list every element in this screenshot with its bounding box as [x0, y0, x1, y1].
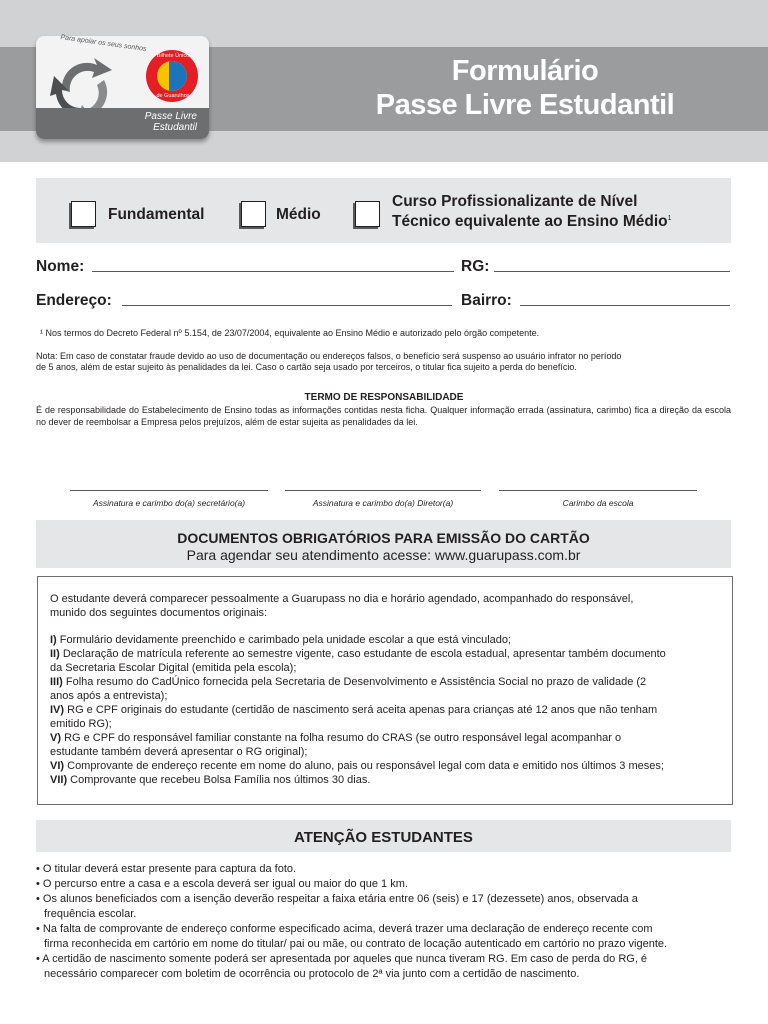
documento-item-line: VII) Comprovante que recebeu Bolsa Família nos últimos 30 dias.	[50, 774, 371, 786]
documentos-subtitle: Para agendar seu atendimento acesse: www.guarupass.com.br	[186, 547, 581, 563]
endereco-label: Endereço:	[36, 292, 112, 309]
documento-item-line: IV) RG e CPF originais do estudante (certidão de nascimento será aceita apenas para crianças até 12 anos que não tenham	[50, 704, 658, 716]
documento-item-line: VI) Comprovante de endereço recente em nome do aluno, pais ou responsável legal com data e emitido nos últimos 3 meses;	[50, 760, 664, 772]
documento-item-number: II)	[50, 648, 63, 660]
curso-tecnico-label-line1: Curso Profissionalizante de Nível	[392, 193, 638, 210]
logo-product-line1: Passe Livre	[144, 111, 197, 122]
atencao-item-line: • O titular deverá estar presente para captura da foto.	[36, 863, 297, 875]
signature-label-carimbo: Carimbo da escola	[562, 498, 634, 508]
medio-checkbox[interactable]	[241, 201, 266, 227]
badge-top-text: Bilhete Único	[156, 53, 190, 59]
rg-field[interactable]	[494, 271, 730, 272]
signature-line-diretor[interactable]	[285, 490, 481, 491]
bilhete-unico-badge	[146, 50, 198, 102]
atencao-item-line: • A certidão de nascimento somente poderá ser apresentada por aqueles que nunca tiveram RG. Em caso de perda do RG, é	[36, 953, 648, 965]
fundamental-checkbox[interactable]	[71, 201, 96, 227]
documentos-items	[50, 633, 730, 787]
documento-item-number: IV)	[50, 704, 68, 716]
fundamental-label: Fundamental	[108, 206, 205, 223]
endereco-field[interactable]	[122, 305, 452, 306]
documento-item-line: V) RG e CPF do responsável familiar constante na folha resumo do CRAS (se outro responsável legal acompanhar o	[50, 732, 622, 744]
documento-item-line: da Secretaria Escolar Digital (emitida pela escola);	[50, 662, 297, 674]
badge-bottom-text: de Guarulhos	[156, 93, 190, 99]
bairro-label: Bairro:	[461, 292, 512, 309]
atencao-item-line: • Os alunos beneficiados com a isenção deverão respeitar a faixa etária entre 06 (seis) e 17 (dezessete) anos, observada a	[36, 893, 638, 905]
atencao-title: ATENÇÃO ESTUDANTES	[294, 829, 473, 846]
documento-item-number: VII)	[50, 774, 71, 786]
documentos-header	[36, 520, 731, 568]
passe-livre-logo	[36, 33, 209, 139]
documento-item-number: III)	[50, 676, 66, 688]
documento-item-number: V)	[50, 732, 65, 744]
documento-item-line: anos após a entrevista);	[50, 690, 168, 702]
footnote-marker: 1	[667, 214, 672, 222]
atencao-item-line: firma reconhecida em cartório em nome do titular/ pai ou mãe, ou contrato de locação autenticado em cartório no prazo vigente.	[44, 938, 668, 950]
logo-product-line2: Estudantil	[153, 122, 197, 133]
footnote-text: ¹ Nos termos do Decreto Federal nº 5.154, de 23/07/2004, equivalente ao Ensino Médio e autorizado pelo órgão competente.	[40, 328, 540, 338]
signature-line-secretario[interactable]	[70, 490, 268, 491]
atencao-item-line: • Na falta de comprovante de endereço conforme especificado acima, deverá trazer uma declaração de endereço recente com	[36, 923, 653, 935]
documentos-intro-line2: munido dos seguintes documentos originais:	[50, 607, 268, 619]
logo-tagline: Para apoiar os seus sonhos	[59, 33, 147, 54]
signature-line-carimbo[interactable]	[499, 490, 697, 491]
nota-line2: de 5 anos, além de estar sujeito às penalidades da lei. Caso o cartão seja usado por terceiros, o titular fica sujeito a perda do benefício.	[36, 362, 577, 372]
nome-label: Nome:	[36, 258, 85, 275]
documento-item-line: emitido RG);	[50, 718, 112, 730]
documento-item-line: III) Folha resumo do CadÚnico fornecida pela Secretaria de Desenvolvimento e Assistência Social no prazo de validade (2	[50, 676, 647, 688]
atencao-items	[36, 862, 736, 982]
atencao-item-line: frequência escolar.	[44, 908, 137, 920]
signature-label-diretor: Assinatura e carimbo do(a) Diretor(a)	[312, 498, 454, 508]
rg-label: RG:	[461, 258, 490, 275]
nota-line1: Nota: Em caso de constatar fraude devido ao uso de documentação ou endereços falsos, o benefício será suspenso ao usuário infrator no período	[36, 351, 622, 361]
page-subtitle: Passe Livre Estudantil	[375, 89, 675, 121]
documento-item-line: estudante também deverá apresentar o RG original);	[50, 746, 308, 758]
curso-tecnico-checkbox[interactable]	[355, 201, 380, 227]
documento-item-number: I)	[50, 634, 60, 646]
atencao-item-line: necessário comparecer com boletim de ocorrência ou protocolo de 2ª via junto com a certidão de nascimento.	[44, 968, 580, 980]
medio-label: Médio	[276, 206, 321, 223]
atencao-header	[36, 820, 731, 852]
documentos-title: DOCUMENTOS OBRIGATÓRIOS PARA EMISSÃO DO CARTÃO	[177, 530, 590, 546]
curso-tecnico-label-line2: Técnico equivalente ao Ensino Médio$^1$	[392, 213, 672, 230]
documento-item-line: II) Declaração de matrícula referente ao semestre vigente, caso estudante de escola estadual, apresentar também documento	[50, 648, 666, 660]
nome-field[interactable]	[92, 271, 454, 272]
documento-item-number: VI)	[50, 760, 68, 772]
documentos-intro-line1: O estudante deverá comparecer pessoalmente a Guarupass no dia e horário agendado, acompanhado do responsável,	[50, 593, 634, 605]
termo-title: TERMO DE RESPONSABILIDADE	[304, 392, 464, 403]
documentos-list-box	[37, 576, 733, 805]
termo-text: É de responsabilidade do Estabelecimento de Ensino todas as informações contidas nesta ficha. Qualquer informação errada (assinatura, carimbo) fica a direção da escola no dever de reembolsar a Empresa pelos prejuízos, além de estar sujeita as penalidades da lei.	[36, 405, 731, 427]
documento-item-line: I) Formulário devidamente preenchido e carimbado pela unidade escolar a que está vinculado;	[50, 634, 512, 646]
bairro-field[interactable]	[520, 305, 730, 306]
signature-label-secretario: Assinatura e carimbo do(a) secretário(a)	[92, 498, 246, 508]
page-title: Formulário	[451, 55, 599, 87]
education-level-section	[36, 178, 731, 243]
atencao-item-line: • O percurso entre a casa e a escola deverá ser igual ou maior do que 1 km.	[36, 878, 408, 890]
